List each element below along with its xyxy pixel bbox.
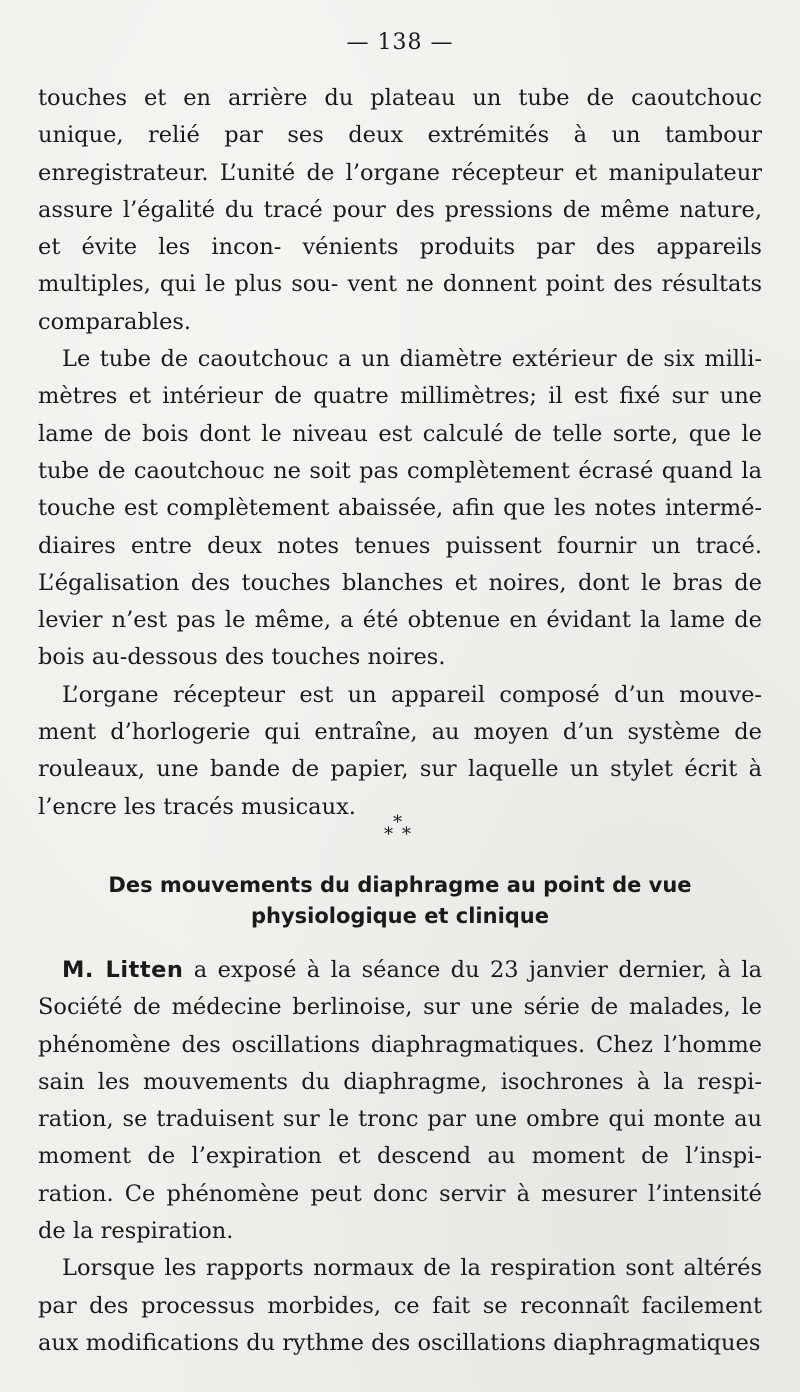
text-line: tube de caoutchouc ne soit pas complètement écrasé quand la [38, 457, 762, 484]
text-line: L’organe récepteur est un appareil composé d’un mouve- [62, 681, 762, 708]
paragraph-5 [38, 1250, 762, 1362]
text-line: du tracé pour des pressions de même nature, et évite les incon- [38, 196, 763, 261]
text-line: L’unité de l’organe récepteur et manipulateur assure l’égalité [38, 159, 762, 223]
asterism-separator [380, 814, 420, 846]
asterisk: * [402, 824, 411, 845]
text-line: Société de médecine berlinoise, sur une série de malades, le [38, 994, 762, 1021]
text-line: levier n’est pas le même, a été obtenue en évidant la lame de [38, 607, 762, 634]
section-title [60, 870, 740, 932]
text-line: a exposé à la séance du 23 janvier dernier, à la [183, 957, 762, 983]
text-line: touches et en arrière du plateau un tube de caoutchouc unique, [38, 85, 762, 149]
text-line: vénients produits par des appareils multiples, qui le plus sou- [38, 234, 762, 298]
text-line: rouleaux, une bande de papier, sur laquelle un stylet écrit [38, 756, 738, 783]
text-line: au moment de l’expiration et descend au moment de l’inspi- [38, 1106, 763, 1170]
text-line: de la respiration. [38, 1218, 234, 1245]
text-line: diaires entre deux notes tenues puissent fournir un tracé. [38, 532, 762, 559]
text-line: ment d’horlogerie qui entraîne, au moyen d’un système de [38, 719, 762, 746]
paragraph-3 [38, 677, 762, 826]
paragraph-2 [38, 341, 762, 677]
text-line: Lorsque les rapports normaux de la respiration sont altérés [62, 1255, 762, 1282]
text-line: lame de bois dont le niveau est calculé de telle sorte, que le [38, 420, 762, 447]
author-name: M. Litten [62, 957, 184, 983]
paragraph-1 [38, 80, 762, 341]
section-title-line: physiologique et clinique [251, 904, 549, 928]
text-line: L’égalisation des touches blanches et noires, dont le bras de [38, 569, 762, 596]
text-line: phénomène des oscillations diaphragmatiques. Chez l’homme [38, 1031, 762, 1058]
asterisk: * [393, 812, 402, 833]
asterisk: * [384, 824, 393, 845]
paragraph-4 [38, 952, 762, 1250]
text-line: à l’encre les tracés musicaux. [38, 756, 762, 820]
text-block-bottom [38, 952, 762, 1362]
page-number: — 138 — [346, 30, 454, 55]
text-line: bois au-dessous des touches noires. [38, 644, 446, 671]
text-line: mètres et intérieur de quatre millimètres; il est fixé sur une [38, 383, 762, 410]
text-line: Le tube de caoutchouc a un diamètre extérieur de six milli- [62, 346, 762, 373]
text-block-top [38, 80, 762, 826]
text-line: sain les mouvements du diaphragme, isochrones à la respi- [38, 1068, 762, 1095]
text-line: ration. Ce phénomène peut donc servir à mesurer l’intensité [38, 1180, 762, 1207]
text-line: par des processus morbides, ce fait se reconnaît facilement aux [38, 1292, 762, 1356]
text-line: relié par ses deux extrémités à un tambour enregistrateur. [38, 122, 762, 186]
text-line: touche est complètement abaissée, afin que les notes intermé- [38, 495, 762, 522]
text-line: modifications du rythme des oscillations diaphragmatiques [85, 1329, 761, 1356]
section-title-line: Des mouvements du diaphragme au point de vue [108, 873, 692, 897]
text-line: ration, se traduisent sur le tronc par une ombre qui monte [38, 1106, 726, 1133]
text-line: vent ne donnent point des résultats comparables. [38, 271, 762, 335]
